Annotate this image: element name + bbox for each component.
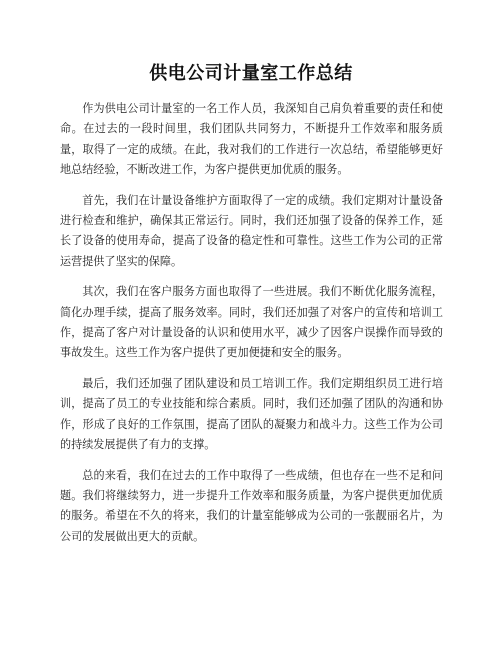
paragraph-customer-service: 其次，我们在客户服务方面也取得了一些进展。我们不断优化服务流程，简化办理手续，提高了服务效率。同时，我们还加强了对客户的宣传和培训工作，提高了客户对计量设备的认识和使用水平，减少了因客户误操作而导致的事故发生。这些工作为客户提供了更加便捷和安全的服务。 bbox=[60, 285, 443, 360]
paragraph-intro: 作为供电公司计量室的一名工作人员，我深知自己肩负着重要的责任和使命。在过去的一段时间里，我们团队共同努力，不断提升工作效率和服务质量，取得了一定的成绩。在此，我对我们的工作进行一次总结，希望能够更好地总结经验，不断改进工作，为客户提供更加优质的服务。 bbox=[60, 102, 443, 177]
paragraph-team-building: 最后，我们还加强了团队建设和员工培训工作。我们定期组织员工进行培训，提高了员工的专业技能和综合素质。同时，我们还加强了团队的沟通和协作，形成了良好的工作氛围，提高了团队的凝聚力和战斗力。这些工作为公司的持续发展提供了有力的支撑。 bbox=[60, 376, 443, 452]
paragraph-conclusion: 总的来看，我们在过去的工作中取得了一些成绩，但也存在一些不足和问题。我们将继续努力，进一步提升工作效率和服务质量，为客户提供更加优质的服务。希望在不久的将来，我们的计量室能够成为公司的一张靓丽名片，为公司的发展做出更大的贡献。 bbox=[60, 468, 443, 543]
document-body bbox=[60, 99, 443, 557]
paragraph-equipment-maintenance: 首先，我们在计量设备维护方面取得了一定的成绩。我们定期对计量设备进行检查和维护，确保其正常运行。同时，我们还加强了设备的保养工作，延长了设备的使用寿命，提高了设备的稳定性和可靠性。这些工作为公司的正常运营提供了坚实的保障。 bbox=[60, 193, 443, 268]
document-title: 供电公司计量室工作总结 bbox=[149, 63, 353, 84]
